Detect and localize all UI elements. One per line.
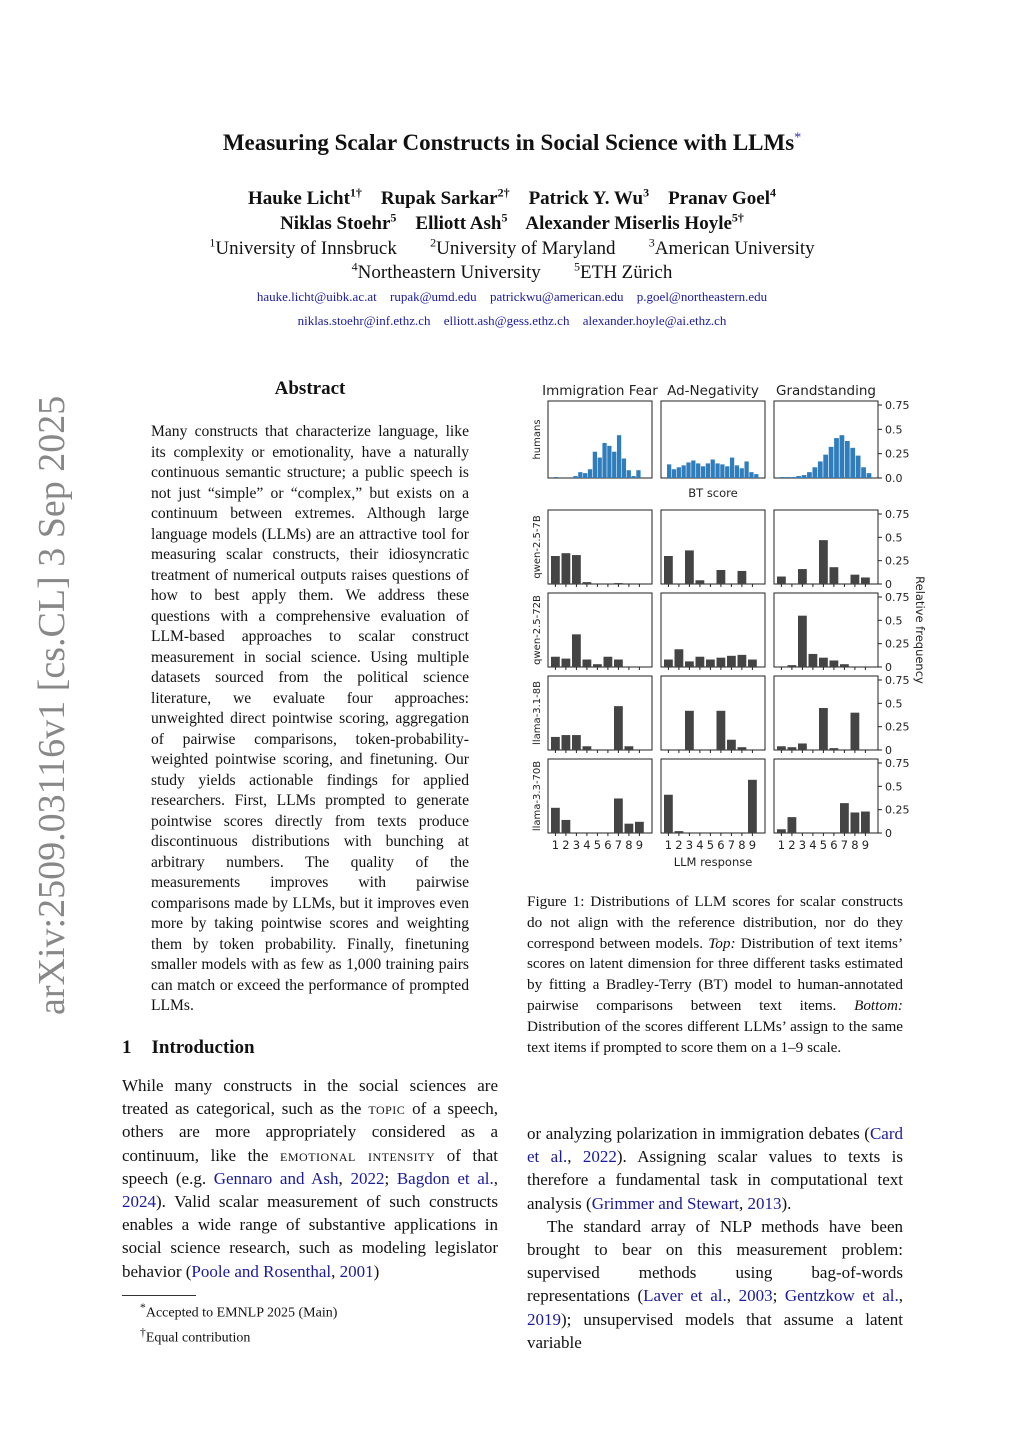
author: Niklas Stoehr$^5$ [280, 211, 397, 235]
histogram-bar [812, 467, 817, 478]
y-tick-label: 0 [885, 827, 892, 840]
paragraph: or analyzing polarization in immigration debates (Card et al., 2022). Assigning scalar values to texts is therefore a fundamental task in computational text analysis (Grimmer and Stewart, 2013). [527, 1124, 903, 1213]
citation-link[interactable]: 2003 [738, 1286, 773, 1306]
citation-link[interactable]: Poole and Rosenthal [191, 1261, 332, 1281]
introduction-paragraph: While many constructs in the social sciences are treated as categorical, such as the topic of a speech, others are more appropriately considered as a continuum, like the emotional intensity of that speech (e.g. Gennaro and Ash, 2022; Bagdon et al., 2024). Valid scalar measurement of such constructs enables a wide range of substantive applications in social science research, such as modeling legislator behavior (Poole and Rosenthal, 2001) [122, 1076, 499, 1281]
histogram-bar [796, 476, 801, 478]
histogram-bar [614, 583, 623, 584]
histogram-bar [598, 458, 602, 478]
email-link[interactable]: patrickwu@american.edu [489, 289, 624, 304]
x-tick-label: 1 [777, 838, 786, 852]
histogram-bar [602, 443, 606, 478]
column-title: Ad-Negativity [667, 383, 759, 399]
histogram-bar [625, 746, 634, 750]
y-tick-label: 0 [885, 578, 892, 591]
histogram-bar [819, 708, 828, 750]
row-label: llama-3.3-70B [532, 760, 543, 832]
citation-link[interactable]: 2024 [122, 1192, 156, 1212]
x-tick-label: 4 [583, 838, 591, 852]
histogram-bar [672, 469, 676, 478]
citation-link[interactable]: Gentzkow et al. [784, 1286, 899, 1306]
histogram-bar [819, 540, 828, 584]
histogram-bar [738, 571, 747, 584]
x-tick-label: 6 [717, 838, 725, 852]
y-tick-label: 0.5 [885, 697, 903, 711]
histogram-bar [573, 476, 577, 478]
x-tick-label: 3 [685, 838, 694, 852]
histogram-bar [802, 475, 807, 478]
histogram-bar [720, 464, 724, 478]
author: Rupak Sarkar$^{2\dagger}$ [380, 186, 510, 210]
footnote: *Accepted to EMNLP 2025 (Main) [140, 1301, 338, 1321]
histogram-bar [780, 477, 785, 478]
histogram-bar [845, 441, 850, 478]
y-tick-label: 0.25 [885, 637, 910, 651]
affiliation: $^2$University of Maryland [430, 236, 616, 260]
email-link[interactable]: niklas.stoehr@inf.ethz.ch [297, 313, 431, 328]
footnotes [140, 1298, 337, 1347]
x-axis-label: LLM response [673, 855, 753, 869]
y-tick-label: 0.5 [885, 780, 903, 794]
histogram-bar [583, 746, 592, 750]
histogram-bar [735, 465, 739, 478]
citation-link[interactable]: 2022 [350, 1168, 385, 1188]
histogram-bar [754, 474, 758, 478]
histogram-bar [829, 447, 834, 478]
histogram-bar [861, 577, 870, 584]
histogram-bar [706, 660, 715, 667]
histogram-bar [612, 452, 616, 478]
abstract-body: Many constructs that characterize language, like its complexity or emotionality, have a naturally continuous semantic structure; a public speech is not just “simple” or “complex,” but exists on a continuum between extremes. Although large language models (LLMs) are an attractive tool for measuring scalar constructs, their idiosyncratic treatment of numerical outputs raises questions of how to best apply them. We address these questions with a comprehensive evaluation of LLM-based approaches to scalar construct measurement in social science. Using multiple datasets sourced from the political science literature, we evaluate four approaches: unweighted direct pointwise scoring, aggregation of pairwise comparisons, token-probability-weighted pointwise scoring, and finetuning. Our study yields actionable findings for applied researchers. First, LLMs prompted to generate pointwise scores directly from texts produce discontinuous distributions with bunching at arbitrary numbers. The quality of the measurements improves with pairwise comparisons made by LLMs, but it improves even more by taking pointwise scores and weighting them by token probability. Finally, finetuning smaller models with as few as 1,000 training pairs can match or exceed the performance of prompted LLMs. [151, 423, 469, 1014]
footnote: †Equal contribution [140, 1325, 251, 1346]
histogram-bar [788, 817, 797, 833]
panel-frame [774, 593, 878, 667]
row-label: qwen-2.5-7B [532, 515, 543, 579]
histogram-bar [830, 660, 839, 667]
affiliation: $^3$American University [648, 236, 815, 260]
small-caps-term: emotional intensity [280, 1145, 436, 1165]
histogram-bar [834, 438, 839, 478]
histogram-bar [572, 555, 581, 584]
histogram-bar [850, 448, 855, 478]
x-axis-label: BT score [688, 486, 738, 500]
y-tick-label: 0.5 [885, 531, 903, 545]
panel-frame [661, 676, 765, 750]
y-tick-label: 0.75 [885, 508, 910, 521]
author: Hauke Licht$^{1\dagger}$ [248, 186, 362, 210]
y-tick-label: 0.25 [885, 720, 910, 734]
histogram-bar [675, 649, 684, 667]
histogram-bar [791, 477, 796, 478]
histogram-bar [583, 660, 592, 667]
histogram-bar [740, 468, 744, 478]
histogram-bar [738, 655, 747, 667]
histogram-bar [730, 458, 734, 478]
histogram-bar [748, 660, 757, 667]
histogram-bar [622, 459, 626, 478]
email-link[interactable]: elliott.ash@gess.ethz.ch [443, 313, 570, 328]
x-tick-label: 9 [748, 838, 757, 852]
histogram-bar [851, 575, 860, 584]
authors-line-1 [0, 186, 1024, 210]
histogram-bar [572, 634, 581, 667]
paper-title: Measuring Scalar Constructs in Social Science with LLMs* [222, 130, 802, 155]
y-tick-label: 0 [885, 744, 892, 757]
affiliation: $^4$Northeastern University [351, 260, 541, 284]
emails-line-2 [0, 313, 1024, 329]
histogram-bar [631, 476, 635, 478]
histogram-bar [551, 808, 560, 833]
histogram-bar [738, 747, 747, 750]
histogram-bar [819, 658, 828, 667]
histogram-bar [798, 569, 807, 584]
y-axis-label: Relative frequency [913, 576, 927, 684]
histogram-bar [691, 460, 695, 478]
histogram-bar [667, 464, 671, 478]
histogram-bar [851, 812, 860, 833]
histogram-bar [636, 470, 640, 478]
affiliation: $^1$University of Innsbruck [209, 236, 397, 260]
citation-link[interactable]: Bagdon et al. [396, 1168, 494, 1188]
histogram-bar [867, 473, 872, 478]
column-title: Immigration Fear [542, 383, 658, 399]
x-tick-label: 5 [819, 838, 828, 852]
title-footnote-mark: * [794, 130, 802, 146]
x-tick-label: 2 [788, 838, 796, 852]
histogram-bar [807, 472, 812, 478]
affiliation: $^5$ETH Zürich [574, 260, 673, 284]
row-label: qwen-2.5-72B [532, 595, 543, 665]
affiliations-line-2 [0, 260, 1024, 284]
histogram-bar [830, 567, 839, 584]
histogram-bar [588, 469, 592, 478]
row-label: llama-3.1-8B [532, 681, 543, 745]
right-column-text [527, 1122, 903, 1354]
histogram-bar [840, 435, 845, 478]
histogram-bar [777, 746, 786, 750]
histogram-bar [551, 556, 560, 584]
citation-link[interactable]: 2013 [747, 1193, 782, 1213]
histogram-bar [823, 455, 828, 478]
row-label: humans [532, 419, 543, 460]
histogram-bar [607, 446, 611, 478]
y-tick-label: 0.25 [885, 803, 910, 817]
histogram-bar [725, 466, 729, 478]
x-tick-label: 1 [551, 838, 560, 852]
histogram-bar [701, 466, 705, 478]
histogram-bar [809, 654, 818, 667]
panel-frame [548, 593, 652, 667]
histogram-bar [749, 472, 753, 478]
figure-caption: Figure 1: Distributions of LLM scores for scalar constructs do not align with the reference distribution, nor do they correspond between models. Top: Distribution of text items’ scores on latent dimension for three different tasks estimated by fitting a Bradley-Terry (BT) model to human-annotated pairwise comparisons between text items. Bottom: Distribution of the scores different LLMs’ assign to the same text items if prompted to score them on a 1–9 scale. [527, 893, 904, 1056]
histogram-bar [798, 743, 807, 750]
histogram-bar [717, 658, 726, 667]
citation-link[interactable]: 2001 [339, 1261, 374, 1281]
histogram-bar [682, 465, 686, 478]
x-tick-label: 8 [738, 838, 746, 852]
figure-1-chart [520, 376, 940, 874]
histogram-bar [851, 713, 860, 750]
histogram-bar [562, 820, 571, 833]
histogram-bar [562, 553, 571, 584]
citation-link[interactable]: Laver et al. [643, 1286, 727, 1306]
histogram-bar [818, 461, 823, 478]
x-tick-label: 6 [604, 838, 612, 852]
x-tick-label: 7 [840, 838, 849, 852]
histogram-bar [593, 452, 597, 478]
email-link[interactable]: p.goel@northeastern.edu [636, 289, 768, 304]
histogram-bar [675, 831, 684, 833]
panel-frame [661, 510, 765, 584]
y-tick-label: 0.25 [885, 447, 910, 461]
y-tick-label: 0 [885, 661, 892, 674]
histogram-bar [685, 711, 694, 750]
author: Alexander Miserlis Hoyle$^{5\dagger}$ [525, 211, 744, 235]
x-tick-label: 8 [625, 838, 633, 852]
y-tick-label: 0.0 [885, 472, 903, 485]
histogram-bar [717, 711, 726, 750]
histogram-bar [614, 660, 623, 667]
histogram-bar [777, 829, 786, 833]
x-tick-label: 1 [664, 838, 673, 852]
x-tick-label: 2 [562, 838, 570, 852]
histogram-bar [664, 795, 673, 833]
y-tick-label: 0.5 [885, 614, 903, 628]
histogram-bar [711, 460, 715, 478]
y-tick-label: 0.5 [885, 423, 903, 437]
x-tick-label: 3 [572, 838, 581, 852]
histogram-bar [614, 706, 623, 750]
histogram-bar [788, 665, 797, 667]
arxiv-identifier: arXiv:2509.03116v1 [cs.CL] 3 Sep 2025 [31, 395, 73, 1015]
x-tick-label: 3 [798, 838, 807, 852]
histogram-bar [562, 659, 571, 667]
histogram-bar [614, 798, 623, 833]
histogram-bar [696, 580, 705, 584]
author: Elliott Ash$^5$ [415, 211, 508, 235]
emails-line-1 [0, 289, 1024, 305]
histogram-bar [830, 748, 839, 750]
y-tick-label: 0.25 [885, 554, 910, 568]
histogram-bar [551, 737, 560, 750]
histogram-bar [686, 462, 690, 478]
histogram-bar [685, 661, 694, 667]
x-tick-label: 4 [696, 838, 704, 852]
x-tick-label: 5 [593, 838, 602, 852]
y-tick-label: 0.75 [885, 591, 910, 604]
abstract-heading: Abstract [274, 378, 346, 399]
histogram-bar [677, 467, 681, 478]
histogram-bar [727, 656, 736, 667]
histogram-bar [554, 477, 558, 478]
histogram-bar [664, 660, 673, 667]
affiliations-line-1 [0, 236, 1024, 260]
citation-link[interactable]: Card et al. [527, 1124, 903, 1167]
x-tick-label: 4 [809, 838, 817, 852]
author: Pranav Goel$^4$ [668, 186, 776, 210]
histogram-bar [583, 473, 587, 478]
histogram-bar [861, 467, 866, 478]
histogram-bar [798, 616, 807, 667]
histogram-bar [788, 747, 797, 750]
histogram-bar [696, 463, 700, 478]
x-tick-label: 7 [727, 838, 736, 852]
histogram-bar [593, 664, 602, 667]
x-tick-label: 7 [614, 838, 623, 852]
histogram-bar [604, 657, 613, 667]
small-caps-term: topic [368, 1099, 406, 1119]
histogram-bar [840, 664, 849, 667]
email-link[interactable]: hauke.licht@uibk.ac.at [256, 289, 377, 304]
histogram-bar [583, 582, 592, 584]
section-heading-introduction: 1 Introduction [122, 1037, 255, 1058]
histogram-bar [727, 740, 736, 750]
x-tick-label: 9 [635, 838, 644, 852]
x-tick-label: 8 [851, 838, 859, 852]
histogram-bar [785, 477, 790, 478]
x-tick-label: 5 [706, 838, 715, 852]
histogram-bar [861, 812, 870, 833]
histogram-bar [717, 570, 726, 584]
y-tick-label: 0.75 [885, 757, 910, 770]
histogram-bar [715, 463, 719, 478]
footnote-rule [122, 1295, 196, 1296]
histogram-bar [856, 456, 861, 478]
email-link[interactable]: alexander.hoyle@ai.ethz.ch [582, 313, 727, 328]
histogram-bar [706, 463, 710, 478]
y-tick-label: 0.75 [885, 674, 910, 687]
paragraph: The standard array of NLP methods have been brought to bear on this measurement problem: supervised methods using bag-of-words representations (Laver et al., 2003; Gentzkow et al., 2019); unsupervised models that assume a latent variable [527, 1216, 903, 1352]
citation-link[interactable]: Grimmer and Stewart [591, 1193, 739, 1213]
histogram-bar [625, 824, 634, 833]
histogram-bar [572, 735, 581, 750]
author: Patrick Y. Wu$^3$ [528, 186, 650, 210]
histogram-bar [744, 461, 748, 478]
histogram-bar [840, 803, 849, 833]
histogram-bar [635, 822, 644, 833]
histogram-bar [578, 472, 582, 478]
citation-link[interactable]: Gennaro and Ash [213, 1168, 339, 1188]
y-tick-label: 0.75 [885, 399, 910, 412]
histogram-bar [562, 735, 571, 750]
histogram-bar [748, 780, 757, 833]
email-link[interactable]: rupak@umd.edu [389, 289, 477, 304]
authors-line-2 [0, 211, 1024, 235]
histogram-bar [627, 470, 631, 478]
histogram-bar [617, 435, 621, 478]
x-tick-label: 9 [861, 838, 870, 852]
x-tick-label: 6 [830, 838, 838, 852]
citation-link[interactable]: 2019 [527, 1309, 561, 1329]
column-title: Grandstanding [775, 383, 877, 399]
histogram-bar [696, 657, 705, 667]
histogram-bar [685, 550, 694, 584]
x-tick-label: 2 [675, 838, 683, 852]
citation-link[interactable]: 2022 [582, 1147, 617, 1167]
histogram-bar [777, 577, 786, 584]
histogram-bar [664, 556, 673, 584]
histogram-bar [551, 657, 560, 667]
